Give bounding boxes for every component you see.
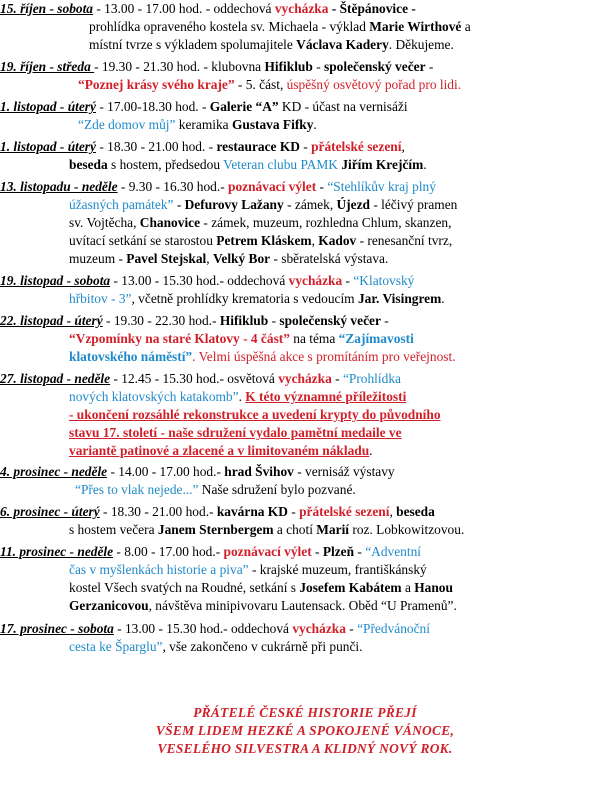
event-date: 19. říjen - středa — [0, 59, 95, 74]
event-15-oct-line-1: 15. říjen - sobota - 13.00 - 17.00 hod. - oddechová vycházka - Štěpánovice - — [0, 1, 416, 16]
event-type: přátelské sezení — [299, 504, 390, 519]
event-date: 13. listopadu - neděle — [0, 179, 118, 194]
event-date: 15. říjen - sobota — [0, 1, 93, 16]
event-type: přátelské sezení — [311, 139, 402, 154]
event-date: 1. listopad - úterý — [0, 99, 96, 114]
event-11-dec-line-4: Gerzanicovou, návštěva minipivovaru Lautensack. Oběd “U Pramenů”. — [69, 598, 457, 613]
event-11-dec-line-2: čas v myšlenkách historie a piva” - krajské muzeum, františkánský — [69, 562, 427, 577]
event-22-nov-line-1: 22. listopad - úterý - 19.30 - 22.30 hod.- Hifiklub - společenský večer - — [0, 313, 389, 328]
event-15-oct-line-3: místní tvrze s výkladem spolumajitele Václava Kadery. Děkujeme. — [89, 37, 454, 52]
event-type: poznávací výlet — [228, 179, 317, 194]
event-date: 22. listopad - úterý — [0, 313, 103, 328]
event-date: 11. prosinec - neděle — [0, 544, 114, 559]
event-22-nov-line-3: klatovského náměstí”. Velmi úspěšná akce s promítáním pro veřejnost. — [69, 349, 456, 364]
event-19-oct-line-1: 19. říjen - středa - 19.30 - 21.30 hod. - klubovna Hifiklub - společenský večer - — [0, 59, 434, 74]
event-date: 27. listopad - neděle — [0, 371, 111, 386]
event-title: “Zde domov můj” — [78, 117, 176, 132]
event-title: “Poznej krásy svého kraje” — [78, 77, 235, 92]
closing-greeting-line-3: VESELÉHO SILVESTRA A KLIDNÝ NOVÝ ROK. — [157, 741, 453, 756]
event-4-dec-line-2: “Přes to vlak nejede...” Naše sdružení bylo pozvané. — [75, 482, 356, 497]
event-19-nov-line-1: 19. listopad - sobota - 13.00 - 15.30 hod.- oddechová vycházka - “Klatovský — [0, 273, 415, 288]
event-15-oct-line-2: prohlídka opraveného kostela sv. Michaela - výklad Marie Wirthové a — [89, 19, 471, 34]
event-19-nov-line-2: hřbitov - 3”, včetně prohlídky krematoria s vedoucím Jar. Visingrem. — [69, 291, 445, 306]
event-17-dec-line-1: 17. prosinec - sobota - 13.00 - 15.30 hod.- oddechová vycházka - “Předvánoční — [0, 621, 430, 636]
event-27-nov-line-3: - ukončení rozsáhlé rekonstrukce a uvedení krypty do původního — [69, 407, 441, 422]
event-1-nov-kd-line-2: beseda s hostem, předsedou Veteran clubu PAMK Jiřím Krejčím. — [69, 157, 427, 172]
event-6-dec-line-2: s hostem večera Janem Sternbergem a chotí Marií roz. Lobkowitzovou. — [69, 522, 465, 537]
event-type: vycházka — [288, 273, 343, 288]
event-date: 4. prosinec - neděle — [0, 464, 108, 479]
event-19-oct-line-2: “Poznej krásy svého kraje” - 5. část, úspěšný osvětový pořad pro lidi. — [78, 77, 462, 92]
event-4-dec-line-1: 4. prosinec - neděle - 14.00 - 17.00 hod.- hrad Švihov - vernisáž výstavy — [0, 464, 395, 479]
event-27-nov-line-2: nových klatovských katakomb”. K této významné příležitosti — [69, 389, 407, 404]
event-1-nov-kd-line-1: 1. listopad - úterý - 18.30 - 21.00 hod. - restaurace KD - přátelské sezení, — [0, 139, 405, 154]
event-title: “Přes to vlak nejede...” — [75, 482, 199, 497]
event-13-nov-line-3: sv. Vojtěcha, Chanovice - zámek, muzeum, rozhledna Chlum, skanzen, — [69, 215, 452, 230]
event-6-dec-line-1: 6. prosinec - úterý - 18.30 - 21.00 hod.- kavárna KD - přátelské sezení, beseda — [0, 504, 435, 519]
event-type: vycházka — [292, 621, 346, 636]
event-type: vycházka — [278, 371, 332, 386]
event-date: 17. prosinec - sobota — [0, 621, 114, 636]
event-11-dec-line-1: 11. prosinec - neděle - 8.00 - 17.00 hod.- poznávací výlet - Plzeň - “Adventní — [0, 544, 422, 559]
event-date: 19. listopad - sobota — [0, 273, 111, 288]
closing-greeting-line-1: PŘÁTELÉ ČESKÉ HISTORIE PŘEJÍ — [193, 705, 417, 720]
event-type: vycházka — [274, 1, 329, 16]
event-13-nov-line-2: úžasných památek” - Defurovy Lažany - zámek, Újezd - léčivý pramen — [69, 197, 458, 212]
event-11-dec-line-3: kostel Všech svatých na Roudné, setkání s Josefem Kabátem a Hanou — [69, 580, 453, 595]
event-22-nov-line-2: “Vzpomínky na staré Klatovy - 4 část” na téma “Zajímavosti — [69, 331, 414, 346]
event-13-nov-line-1: 13. listopadu - neděle - 9.30 - 16.30 hod.- poznávací výlet - “Stehlíkův kraj plný — [0, 179, 436, 194]
event-date: 6. prosinec - úterý — [0, 504, 100, 519]
event-13-nov-line-5: muzeum - Pavel Stejskal, Velký Bor - sběratelská výstava. — [69, 251, 389, 266]
event-27-nov-line-4: stavu 17. století - naše sdružení vydalo pamětní medaile ve — [69, 425, 402, 440]
event-13-nov-line-4: uvítací setkání se starostou Petrem Kláskem, Kadov - renesanční tvrz, — [69, 233, 453, 248]
event-1-nov-galerie-line-1: 1. listopad - úterý - 17.00-18.30 hod. - Galerie “A” KD - účast na vernisáži — [0, 99, 408, 114]
closing-greeting-line-2: VŠEM LIDEM HEZKÉ A SPOKOJENÉ VÁNOCE, — [155, 723, 455, 738]
event-27-nov-line-5: variantě patinové a zlacené a v limitovaném nákladu. — [69, 443, 373, 458]
event-type: poznávací výlet — [223, 544, 312, 559]
event-1-nov-galerie-line-2: “Zde domov můj” keramika Gustava Fifky. — [78, 117, 317, 132]
event-date: 1. listopad - úterý — [0, 139, 96, 154]
event-17-dec-line-2: cesta ke Šparglu”, vše zakončeno v cukrárně při punči. — [69, 639, 363, 654]
event-27-nov-line-1: 27. listopad - neděle - 12.45 - 15.30 hod.- osvětová vycházka - “Prohlídka — [0, 371, 401, 386]
